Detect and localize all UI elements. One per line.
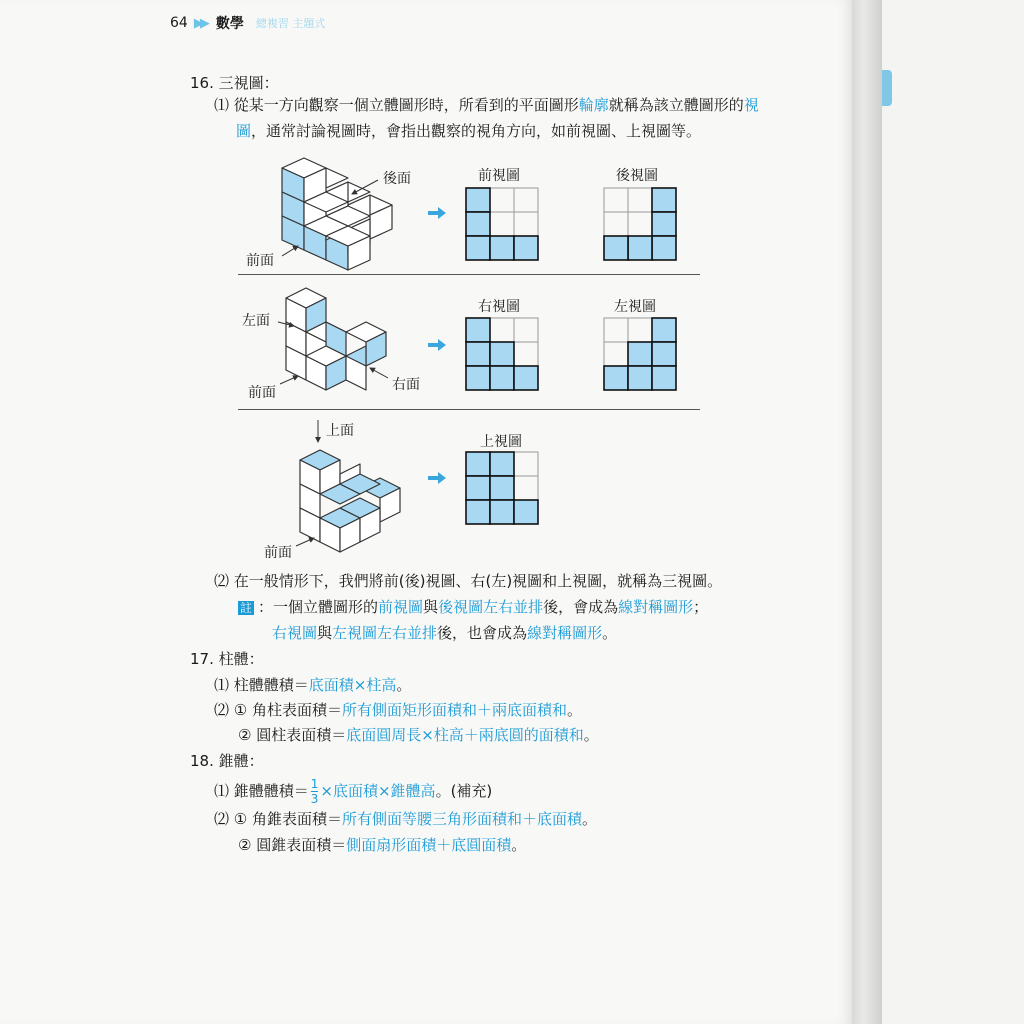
keyword-left-view-side-by-side: 左視圖左右並排 <box>332 624 438 642</box>
formula-prism-surface: 所有側面矩形面積和＋兩底面積和 <box>341 701 567 719</box>
fig1-back-label: 後面 <box>383 171 411 187</box>
fig3-cube-stack <box>300 450 400 552</box>
fig2-right-view-cells <box>466 318 538 390</box>
section16-heading: 16. 三視圖： <box>190 74 279 92</box>
fig2-cube-stack <box>286 288 386 390</box>
fig2-view2-title: 左視圖 <box>614 299 656 315</box>
keyword-front-view: 前視圖 <box>378 598 424 616</box>
page-number: 64 <box>170 15 188 31</box>
keyword-line-symmetric: 線對稱圖形 <box>618 598 694 616</box>
three-view-figures <box>0 0 852 600</box>
formula-cone-volume: ×底面積×錐體高 <box>320 782 436 800</box>
text-span: ⑵ ① 角柱表面積＝ <box>214 701 342 719</box>
note-tag: 註 <box>240 601 253 615</box>
fig1-view1-title: 前視圖 <box>478 168 520 184</box>
text-span: 。 <box>602 624 618 642</box>
fig1-front-label: 前面 <box>246 253 274 269</box>
book-spine <box>852 0 882 1024</box>
text-span: ； <box>693 598 709 616</box>
section17-line3 <box>238 728 599 743</box>
section16-note-line1 <box>238 600 708 615</box>
subject-title: 數學 <box>215 16 244 32</box>
section17-line2 <box>214 703 582 718</box>
fig3-blue-arrow <box>428 472 446 484</box>
fig1-back-view-cells <box>604 188 676 260</box>
fig1-blue-arrow <box>428 207 446 219</box>
section18-line1 <box>214 777 492 807</box>
text-span: ⑴ 柱體體積＝ <box>214 676 309 694</box>
text-span: 。 <box>396 676 412 694</box>
text-span: ⑴ 錐體體積＝ <box>214 782 309 800</box>
text-span: ⑴ 從某一方向觀察一個立體圖形時，所看到的平面圖形 <box>214 96 579 114</box>
section16-p2: ⑵ 在一般情形下，我們將前(後)視圖、右(左)視圖和上視圖，就稱為三視圖。 <box>214 572 723 590</box>
fig2-blue-arrow <box>428 339 446 351</box>
text-span: 後，也會成為 <box>437 624 528 642</box>
text-span: ：一個立體圖形的 <box>258 598 379 616</box>
text-span: ② 圓柱表面積＝ <box>238 726 347 744</box>
text-span: 。(補充) <box>435 782 493 800</box>
keyword-back-view-side-by-side: 後視圖左右並排 <box>438 598 544 616</box>
keyword-view-2: 圖 <box>236 122 252 140</box>
keyword-outline: 輪廓 <box>578 96 609 114</box>
keyword-view: 視 <box>743 96 759 114</box>
text-span: 就稱為該立體圖形的 <box>608 96 744 114</box>
section18-line3 <box>238 838 526 853</box>
section17-line1 <box>214 678 411 693</box>
fig3-view1-title: 上視圖 <box>480 434 522 450</box>
text-span: ② 圓錐表面積＝ <box>238 836 347 854</box>
fig3-front-label: 前面 <box>264 545 292 561</box>
keyword-right-view: 右視圖 <box>272 624 318 642</box>
section18-line2 <box>214 812 597 827</box>
chapter-tab <box>882 70 892 106</box>
fig3-top-label: 上面 <box>326 423 354 439</box>
fig2-left-view-cells <box>604 318 676 390</box>
fig3-top-view-cells <box>466 452 538 524</box>
formula-cylinder-surface: 底面圓周長×柱高＋兩底圓的面積和 <box>346 726 584 744</box>
text-span: 後，會成為 <box>543 598 619 616</box>
section17-heading: 17. 柱體： <box>190 650 264 668</box>
text-span: ，通常討論視圖時，會指出觀察的視角方向，如前視圖、上視圖等。 <box>251 122 702 140</box>
fig1-cube-stack <box>282 158 392 270</box>
keyword-line-symmetric-2: 線對稱圖形 <box>527 624 603 642</box>
fig2-right-label: 右面 <box>392 377 420 393</box>
formula-pyramid-surface: 所有側面等腰三角形面積和＋底面積 <box>341 810 582 828</box>
text-span: 與 <box>423 598 439 616</box>
fig2-left-label: 左面 <box>242 313 270 329</box>
text-span: 。 <box>511 836 527 854</box>
fig1-view2-title: 後視圖 <box>616 168 658 184</box>
fraction-one-third <box>311 778 319 805</box>
fig2-view1-title: 右視圖 <box>478 299 520 315</box>
fraction-denominator: 3 <box>310 792 319 806</box>
formula-prism-volume: 底面積×柱高 <box>308 676 397 694</box>
text-span: 。 <box>567 701 583 719</box>
subject-subtitle: 總複習 主題式 <box>255 17 326 30</box>
text-span: ⑵ ① 角錐表面積＝ <box>214 810 342 828</box>
formula-cone-surface: 側面扇形面積＋底圓面積 <box>346 836 512 854</box>
section16-note-line2 <box>272 626 617 641</box>
fig1-front-view-cells <box>466 188 538 260</box>
text-span: 。 <box>582 810 598 828</box>
section18-heading: 18. 錐體： <box>190 752 264 770</box>
double-arrow-icon: ▶▶ <box>193 15 206 31</box>
fig2-front-label: 前面 <box>248 385 276 401</box>
right-page-edge <box>882 0 1024 1024</box>
text-span: 與 <box>317 624 333 642</box>
fraction-numerator: 1 <box>310 777 319 791</box>
text-span: 。 <box>583 726 599 744</box>
